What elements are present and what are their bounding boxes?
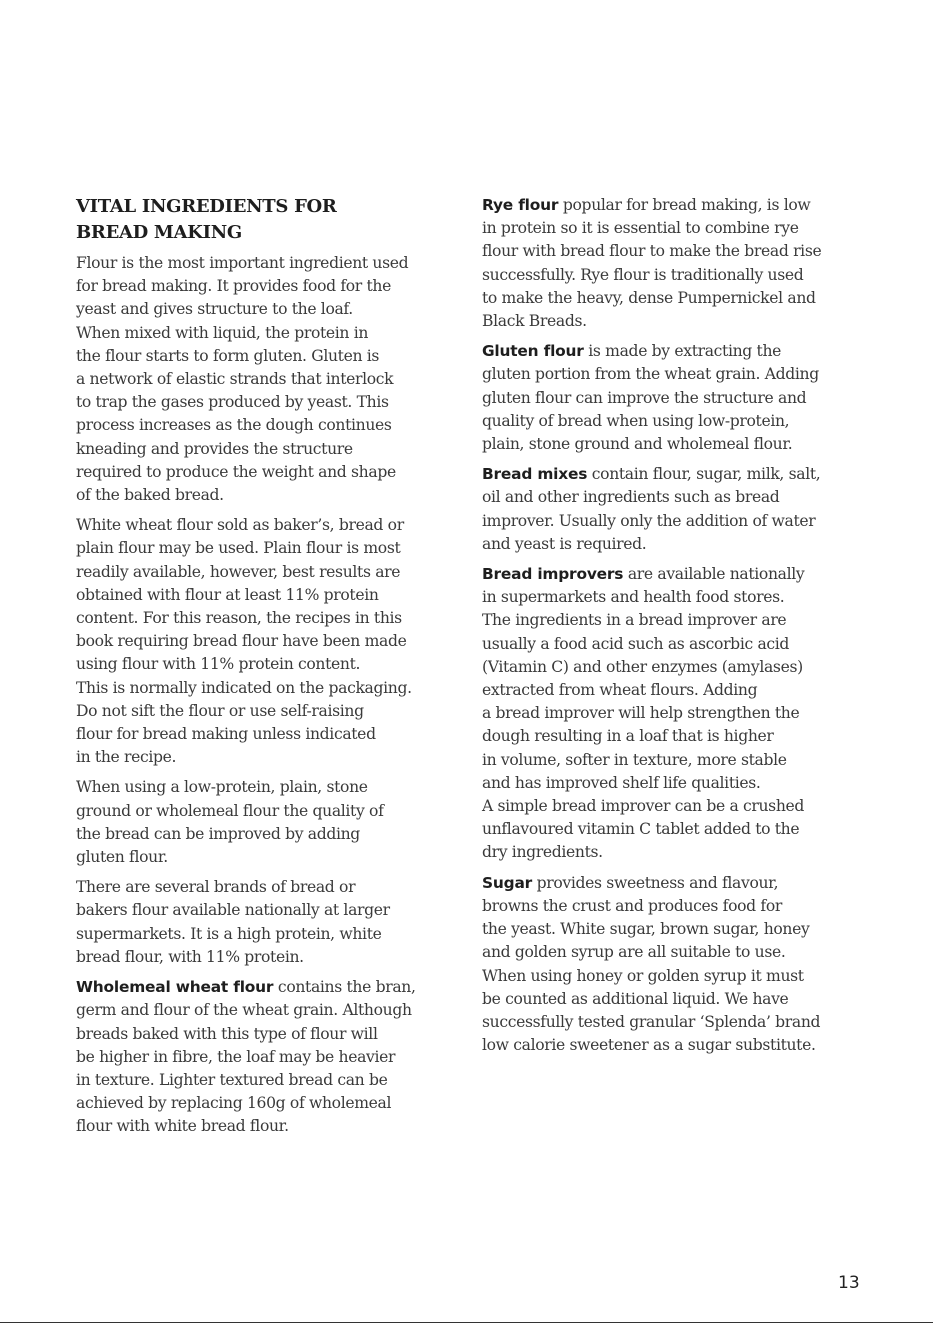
section-heading xyxy=(76,194,456,246)
text-line: When using a low-protein, plain, stone xyxy=(76,778,368,797)
text-line: The ingredients in a bread improver are xyxy=(482,611,787,630)
text-line: bakers flour available nationally at larger xyxy=(76,901,390,920)
text-line: oil and other ingredients such as bread xyxy=(482,488,780,507)
text-line-rest: contain flour, sugar, milk, salt, xyxy=(587,465,821,484)
text-line: supermarkets. It is a high protein, white xyxy=(76,924,382,943)
text-line: Do not sift the flour or use self-raising xyxy=(76,701,364,720)
paragraph xyxy=(76,976,456,1138)
left-column xyxy=(76,194,456,1146)
text-line: in texture. Lighter textured bread can be xyxy=(76,1070,388,1089)
paragraph xyxy=(482,340,872,456)
text-line: in supermarkets and health food stores. xyxy=(482,588,785,607)
ingredient-term: Bread mixes xyxy=(482,465,588,484)
text-line: ground or wholemeal flour the quality of xyxy=(76,801,384,820)
text-line: in volume, softer in texture, more stable xyxy=(482,750,787,769)
text-line: usually a food acid such as ascorbic acid xyxy=(482,634,790,653)
right-column xyxy=(482,194,872,1064)
right-body xyxy=(482,194,872,1057)
ingredient-term: Rye flour xyxy=(482,196,559,214)
text-line-rest: popular for bread making, is low xyxy=(558,196,811,214)
text-line: Black Breads. xyxy=(482,312,587,331)
text-line: of the baked bread. xyxy=(76,486,224,505)
text-line: low calorie sweetener as a sugar substitute. xyxy=(482,1036,816,1055)
text-line: Flour is the most important ingredient used xyxy=(76,254,409,272)
text-line: process increases as the dough continues xyxy=(76,416,392,435)
ingredient-term: Wholemeal wheat flour xyxy=(76,978,274,997)
text-line: flour with bread flour to make the bread rise xyxy=(482,242,822,261)
text-line-rest: contains the bran, xyxy=(273,978,416,997)
text-line: and golden syrup are all suitable to use. xyxy=(482,943,786,962)
text-line: flour with white bread flour. xyxy=(76,1117,289,1136)
text-line: readily available, however, best results are xyxy=(76,562,401,581)
text-line: kneading and provides the structure xyxy=(76,439,353,458)
text-line xyxy=(482,872,872,895)
text-line-rest: is made by extracting the xyxy=(583,342,782,361)
text-line: content. For this reason, the recipes in this xyxy=(76,609,402,628)
heading-line: BREAD MAKING xyxy=(76,222,242,243)
text-line: gluten flour can improve the structure and xyxy=(482,388,807,407)
text-line: using flour with 11% protein content. xyxy=(76,655,361,674)
page-number: 13 xyxy=(838,1273,860,1293)
paragraph xyxy=(76,514,456,769)
text-line xyxy=(482,563,872,586)
text-line: to make the heavy, dense Pumpernickel and xyxy=(482,288,816,307)
ingredient-term: Bread improvers xyxy=(482,565,624,584)
ingredient-term: Sugar xyxy=(482,873,533,892)
text-line: a bread improver will help strengthen the xyxy=(482,704,800,723)
text-line: White wheat flour sold as baker’s, bread or xyxy=(76,516,404,535)
text-line: obtained with flour at least 11% protein xyxy=(76,585,379,604)
text-line: the yeast. White sugar, brown sugar, honey xyxy=(482,920,810,939)
text-line: be counted as additional liquid. We have xyxy=(482,989,789,1008)
text-line-rest: are available nationally xyxy=(623,565,805,584)
text-line: improver. Usually only the addition of water xyxy=(482,511,816,530)
text-line: quality of bread when using low-protein, xyxy=(482,411,790,430)
text-line: gluten portion from the wheat grain. Adding xyxy=(482,365,819,384)
text-line xyxy=(482,340,872,363)
text-line xyxy=(76,976,456,999)
text-line: yeast and gives structure to the loaf. xyxy=(76,300,353,319)
text-line xyxy=(482,463,872,486)
paragraph xyxy=(76,252,456,507)
text-line: (Vitamin C) and other enzymes (amylases) xyxy=(482,657,803,676)
text-line: plain, stone ground and wholemeal flour. xyxy=(482,435,793,454)
text-line: a network of elastic strands that interlock xyxy=(76,370,394,389)
text-line: This is normally indicated on the packaging. xyxy=(76,678,412,697)
text-line: successfully tested granular ‘Splenda’ brand xyxy=(482,1012,821,1031)
text-line: book requiring bread flour have been made xyxy=(76,632,407,651)
text-line: plain flour may be used. Plain flour is most xyxy=(76,539,401,558)
bottom-rule xyxy=(0,1322,933,1323)
text-line: dough resulting in a loaf that is higher xyxy=(482,727,774,746)
text-line: and has improved shelf life qualities. xyxy=(482,773,761,792)
text-line: for bread making. It provides food for the xyxy=(76,277,392,296)
text-line: extracted from wheat flours. Adding xyxy=(482,681,758,700)
text-line-rest: provides sweetness and flavour, xyxy=(532,873,779,892)
left-body xyxy=(76,252,456,1139)
text-line: breads baked with this type of flour will xyxy=(76,1024,378,1043)
text-line xyxy=(482,194,872,217)
heading-line: VITAL INGREDIENTS FOR xyxy=(76,196,337,217)
text-line: When using honey or golden syrup it must xyxy=(482,966,804,985)
ingredient-term: Gluten flour xyxy=(482,342,584,361)
text-line: unflavoured vitamin C tablet added to the xyxy=(482,820,800,839)
text-line: A simple bread improver can be a crushed xyxy=(482,797,805,816)
text-line: the flour starts to form gluten. Gluten is xyxy=(76,346,380,365)
paragraph xyxy=(76,776,456,869)
paragraph xyxy=(482,194,872,333)
text-line: When mixed with liquid, the protein in xyxy=(76,323,369,342)
paragraph xyxy=(482,563,872,865)
paragraph xyxy=(76,876,456,969)
text-line: the bread can be improved by adding xyxy=(76,824,360,843)
text-line: be higher in fibre, the loaf may be heavier xyxy=(76,1047,396,1066)
text-line: dry ingredients. xyxy=(482,843,603,862)
text-line: browns the crust and produces food for xyxy=(482,896,782,915)
text-line: and yeast is required. xyxy=(482,534,647,553)
text-line: successfully. Rye flour is traditionally used xyxy=(482,265,804,284)
text-line: required to produce the weight and shape xyxy=(76,462,396,481)
text-line: in the recipe. xyxy=(76,748,177,767)
text-line: achieved by replacing 160g of wholemeal xyxy=(76,1094,392,1113)
text-line: in protein so it is essential to combine rye xyxy=(482,219,799,238)
text-line: germ and flour of the wheat grain. Although xyxy=(76,1001,412,1020)
paragraph xyxy=(482,463,872,556)
text-line: to trap the gases produced by yeast. This xyxy=(76,393,389,412)
text-line: bread flour, with 11% protein. xyxy=(76,947,304,966)
text-line: flour for bread making unless indicated xyxy=(76,725,376,744)
text-line: gluten flour. xyxy=(76,848,168,867)
text-line: There are several brands of bread or xyxy=(76,878,356,897)
paragraph xyxy=(482,872,872,1058)
